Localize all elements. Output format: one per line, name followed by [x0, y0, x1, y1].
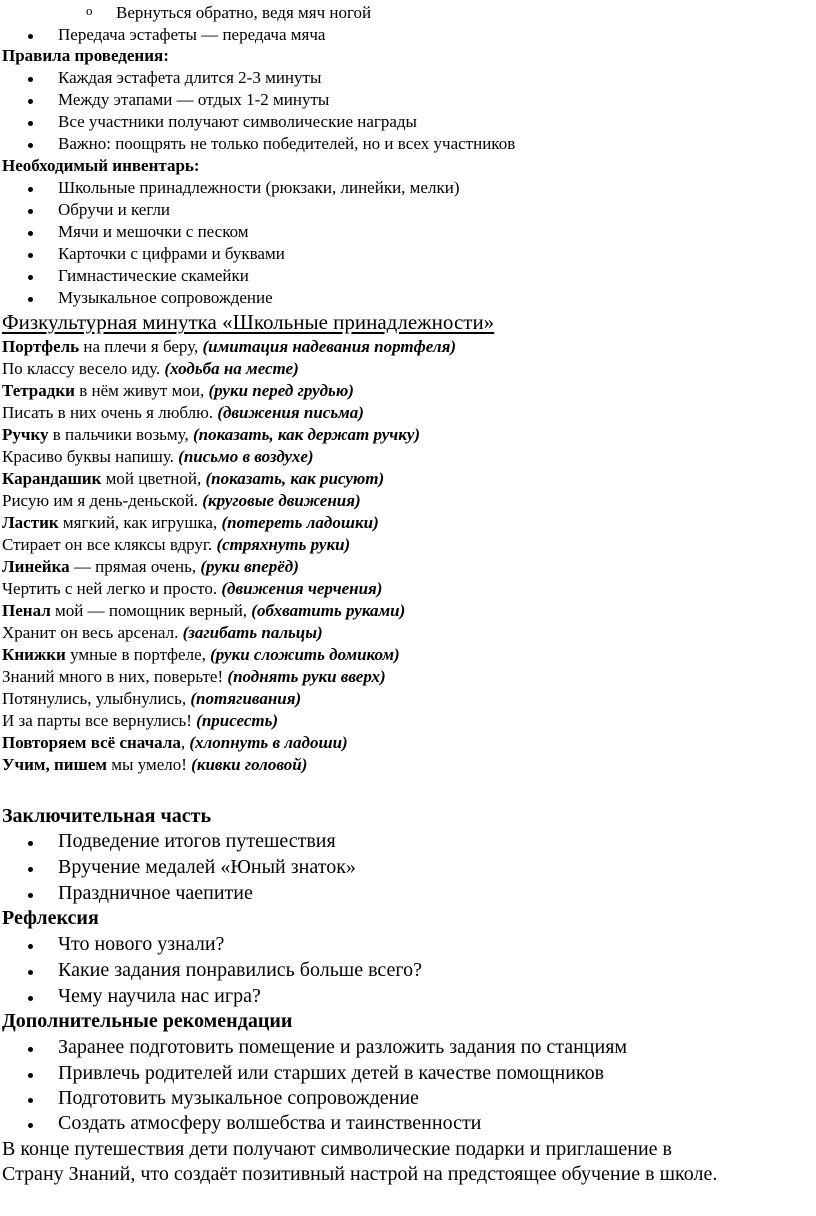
poem-line [2, 425, 420, 445]
list-item-text: Важно: поощрять не только победителей, но и всех участников [58, 134, 516, 153]
poem-line-movement-hint: (письмо в воздухе) [178, 447, 314, 466]
sub-list-item-text: Вернуться обратно, ведя мяч ногой [116, 3, 372, 22]
sub-bullet-marker: o [86, 3, 93, 18]
poem-line-movement-hint: (хлопнуть в ладоши) [189, 733, 348, 752]
list-item-text: Передача эстафеты — передача мяча [58, 25, 326, 44]
poem-line-keyword: Линейка [2, 557, 70, 576]
poem-line-text: Рисую им я день-деньской. [2, 491, 203, 510]
list-item [0, 25, 816, 47]
list-item-text: Школьные принадлежности (рюкзаки, линейки, мелки) [58, 178, 460, 197]
poem-line-text: По классу весело иду. [2, 359, 165, 378]
poem-line-text: Писать в них очень я люблю. [2, 403, 218, 422]
poem-line-text: мягкий, как игрушка, [58, 513, 222, 532]
list-item-text: Подведение итогов путешествия [58, 830, 336, 852]
list-item-text: Заранее подготовить помещение и разложить задания по станциям [58, 1036, 628, 1058]
poem-line [2, 513, 379, 533]
poem-line-movement-hint: (обхватить руками) [251, 601, 406, 620]
poem-line [2, 579, 382, 599]
poem-line [2, 667, 386, 687]
poem-title: Физкультурная минутка «Школьные принадлежности» [2, 310, 495, 334]
poem-line-text: Потянулись, улыбнулись, [2, 689, 191, 708]
poem-line-text: Знаний много в них, поверьте! [2, 667, 228, 686]
poem-line-movement-hint: (потягивания) [190, 689, 302, 708]
rules-heading: Правила проведения: [2, 46, 169, 65]
list-item-text: Чему научила нас игра? [58, 985, 261, 1007]
inventory-heading: Необходимый инвентарь: [2, 156, 200, 175]
sub-list-item [0, 3, 816, 25]
poem-line-text: в пальчики возьму, [48, 425, 193, 444]
list-item-text: Карточки с цифрами и буквами [58, 244, 285, 263]
poem-line [2, 623, 323, 643]
list-item-text: Музыкальное сопровождение [58, 288, 273, 307]
poem-line-movement-hint: (имитация надевания портфеля) [202, 337, 457, 356]
poem-line-movement-hint: (показать, как рисуют) [205, 469, 385, 488]
poem-line-text: Красиво буквы напишу. [2, 447, 179, 466]
poem-line-movement-hint: (стряхнуть руки) [216, 535, 351, 554]
reflection-heading: Рефлексия [2, 907, 99, 929]
poem-line [2, 447, 314, 467]
poem-line-text: мой — помощник верный, [50, 601, 252, 620]
poem-line [2, 381, 354, 401]
list-item-text: Мячи и мешочки с песком [58, 222, 249, 241]
list-item-text: Гимнастические скамейки [58, 266, 249, 285]
list-item-text: Что нового узнали? [58, 933, 225, 955]
poem-line-text: мой цветной, [101, 469, 206, 488]
poem-line-movement-hint: (ходьба на месте) [164, 359, 299, 378]
poem-line-keyword: Карандашик [2, 469, 102, 488]
poem-line-movement-hint: (показать, как держат ручку) [192, 425, 421, 444]
poem-line [2, 755, 307, 775]
poem-line [2, 601, 405, 621]
poem-line [2, 557, 299, 577]
poem-line-text: Стирает он все кляксы вдруг. [2, 535, 217, 554]
poem-line [2, 689, 301, 709]
poem-line-keyword: Учим, пишем [2, 755, 108, 774]
poem-line-movement-hint: (присесть) [196, 711, 279, 730]
list-item-text: Подготовить музыкальное сопровождение [58, 1087, 419, 1109]
poem-line-movement-hint: (движения черчения) [221, 579, 383, 598]
closing-paragraph-line-2: Страну Знаний, что создаёт позитивный настрой на предстоящее обучение в школе. [2, 1163, 718, 1185]
poem-line-keyword: Тетрадки [2, 381, 75, 400]
poem-line-text: мы умело! [107, 755, 192, 774]
poem-line [2, 491, 361, 511]
poem-line [2, 645, 400, 665]
poem-line-text: на плечи я беру, [79, 337, 203, 356]
list-item-text: Праздничное чаепитие [58, 882, 253, 904]
poem-line-text: И за парты все вернулись! [2, 711, 197, 730]
list-item-text: Создать атмосферу волшебства и таинственности [58, 1112, 482, 1134]
poem-line-text: умные в портфеле, [65, 645, 211, 664]
poem-line-movement-hint: (загибать пальцы) [182, 623, 323, 642]
poem-line-movement-hint: (руки перед грудью) [208, 381, 354, 400]
poem-line-movement-hint: (руки сложить домиком) [210, 645, 400, 664]
list-item-text: Вручение медалей «Юный знаток» [58, 856, 356, 878]
poem-line-text: , [180, 733, 190, 752]
poem-line-text: в нём живут мои, [74, 381, 209, 400]
poem-line-text: Хранит он весь арсенал. [2, 623, 183, 642]
poem-line-movement-hint: (круговые движения) [202, 491, 361, 510]
poem-line [2, 535, 350, 555]
poem-line [2, 403, 364, 423]
poem-line-movement-hint: (руки вперёд) [200, 557, 299, 576]
poem-line [2, 711, 278, 731]
poem-line-keyword: Книжки [2, 645, 66, 664]
list-item-text: Привлечь родителей или старших детей в качестве помощников [58, 1062, 605, 1084]
list-item-text: Каждая эстафета длится 2-3 минуты [58, 68, 322, 87]
final-heading: Заключительная часть [2, 805, 212, 827]
poem-line-text: — прямая очень, [69, 557, 201, 576]
poem-line [2, 469, 384, 489]
poem-line-keyword: Пенал [2, 601, 51, 620]
poem-line-movement-hint: (движения письма) [217, 403, 364, 422]
poem-line-movement-hint: (кивки головой) [191, 755, 308, 774]
poem-line-text: Чертить с ней легко и просто. [2, 579, 222, 598]
poem-line-movement-hint: (потереть ладошки) [221, 513, 379, 532]
list-item-text: Обручи и кегли [58, 200, 171, 219]
poem-line-keyword: Ластик [2, 513, 59, 532]
list-item-text: Какие задания понравились больше всего? [58, 959, 422, 981]
poem-line-keyword: Повторяем всё сначала [2, 733, 181, 752]
extra-heading: Дополнительные рекомендации [2, 1010, 293, 1032]
poem-line [2, 359, 299, 379]
closing-paragraph-line-1: В конце путешествия дети получают символические подарки и приглашение в [2, 1138, 672, 1160]
poem-line-movement-hint: (поднять руки вверх) [227, 667, 386, 686]
poem-line [2, 733, 348, 753]
poem-line [2, 337, 456, 357]
poem-line-keyword: Портфель [2, 337, 80, 356]
poem-line-keyword: Ручку [2, 425, 49, 444]
list-item-text: Все участники получают символические награды [58, 112, 417, 131]
list-item-text: Между этапами — отдых 1-2 минуты [58, 90, 330, 109]
